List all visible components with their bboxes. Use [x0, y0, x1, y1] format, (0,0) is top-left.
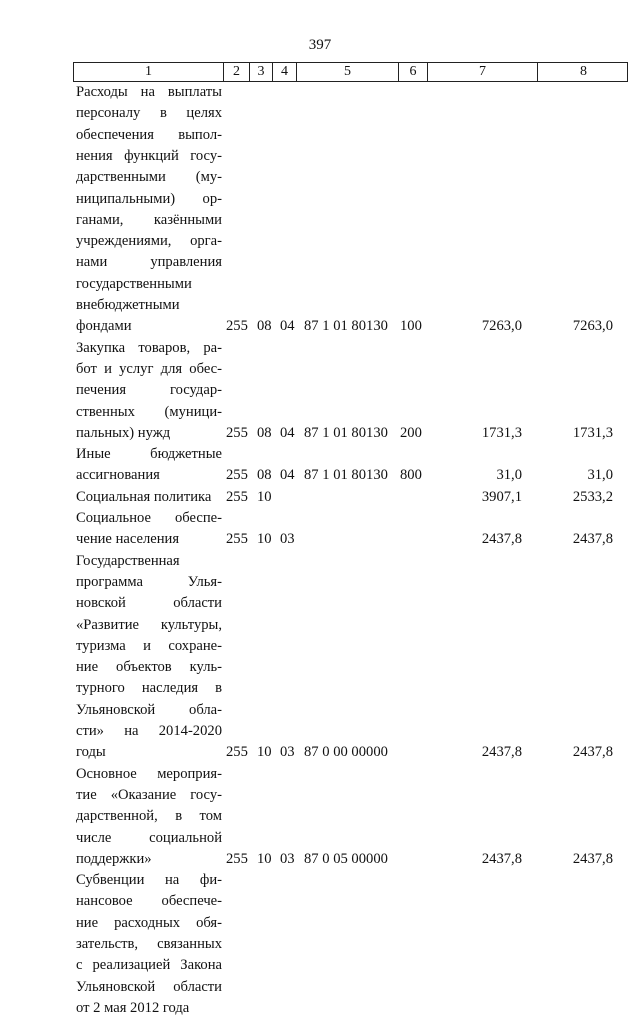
row-label-line: нами управления — [76, 254, 222, 271]
cell-c2: 255 — [226, 850, 248, 867]
cell-c5: 87 1 01 80130 — [304, 467, 388, 484]
cell-c4: 03 — [280, 850, 295, 867]
cell-c2: 255 — [226, 318, 248, 335]
cell-c4: 04 — [280, 424, 295, 441]
cell-c7: 7263,0 — [481, 318, 522, 335]
cell-c2: 255 — [226, 531, 248, 548]
row-label-line: ниципальными) ор- — [76, 190, 222, 207]
row-label-line: нения функций госу- — [76, 147, 222, 164]
header-col-3: 3 — [250, 63, 273, 81]
row-label-line: ние объектов куль- — [76, 659, 222, 676]
cell-c7: 1731,3 — [481, 424, 522, 441]
cell-c2: 255 — [226, 488, 248, 505]
cell-c6: 800 — [400, 467, 422, 484]
row-label-line: годы — [76, 744, 106, 761]
cell-c8: 2437,8 — [572, 744, 613, 761]
row-label-line: «Развитие культуры, — [76, 616, 222, 633]
cell-c3: 10 — [257, 531, 272, 548]
row-label-line: нансовое обеспече- — [76, 893, 222, 910]
row-label-line: новской области — [76, 595, 222, 612]
header-col-1: 1 — [74, 63, 224, 81]
row-label-line: туризма и сохране- — [76, 637, 222, 654]
row-label-line: учреждениями, орга- — [76, 233, 222, 250]
row-label-line: дарственными (му- — [76, 169, 222, 186]
header-col-2: 2 — [224, 63, 250, 81]
cell-c3: 08 — [257, 318, 272, 335]
cell-c6: 200 — [400, 424, 422, 441]
cell-c3: 08 — [257, 424, 272, 441]
row-label-line: Социальная политика — [76, 488, 212, 505]
row-label-line: внебюджетными — [76, 297, 180, 313]
row-label-line: дарственной, в том — [76, 808, 222, 825]
cell-c3: 10 — [257, 744, 272, 761]
cell-c8: 2437,8 — [572, 531, 613, 548]
row-label-line: зательств, связанных — [76, 936, 222, 952]
row-label-line: программа Улья- — [76, 573, 222, 590]
cell-c8: 2437,8 — [572, 850, 613, 867]
row-label-line: ганами, казёнными — [76, 211, 222, 228]
cell-c2: 255 — [226, 467, 248, 484]
header-col-8: 8 — [580, 64, 587, 79]
cell-c7: 3907,1 — [481, 488, 522, 505]
row-label-line: Расходы на выплаты — [76, 84, 222, 100]
row-label-line: фондами — [76, 318, 132, 335]
row-label-line: Государственная — [76, 552, 180, 569]
row-label-line: бот и услуг для обес- — [76, 360, 222, 377]
row-label-line: чение населения — [76, 531, 180, 548]
row-label-line: Закупка товаров, ра- — [76, 339, 222, 356]
cell-c8: 1731,3 — [572, 424, 613, 441]
row-label-line: числе социальной — [76, 829, 222, 846]
cell-c4: 03 — [280, 531, 295, 548]
cell-c8: 2533,2 — [572, 488, 613, 505]
cell-c7: 2437,8 — [481, 531, 522, 548]
cell-c3: 10 — [257, 850, 272, 867]
cell-c5: 87 1 01 80130 — [304, 424, 388, 441]
table-header — [73, 62, 628, 82]
header-col-4: 4 — [273, 63, 297, 81]
row-label-line: ственных (муници- — [76, 403, 222, 420]
cell-c5: 87 1 01 80130 — [304, 318, 388, 335]
cell-c4: 03 — [280, 744, 295, 761]
header-col-6: 6 — [399, 63, 428, 81]
cell-c4: 04 — [280, 318, 295, 335]
row-label-line: ние расходных обя- — [76, 914, 222, 931]
cell-c3: 08 — [257, 467, 272, 484]
row-label-line: поддержки» — [76, 850, 152, 867]
cell-c8: 7263,0 — [572, 318, 613, 335]
cell-c7: 2437,8 — [481, 850, 522, 867]
cell-c5: 87 0 05 00000 — [304, 850, 388, 867]
cell-c2: 255 — [226, 744, 248, 761]
row-label-line: с реализацией Закона — [76, 957, 222, 974]
row-label-line: пальных) нужд — [76, 424, 171, 441]
row-label-line: персоналу в целях — [76, 105, 222, 122]
header-col-5: 5 — [297, 63, 399, 81]
cell-c3: 10 — [257, 488, 272, 505]
row-label-line: Иные бюджетные — [76, 446, 222, 463]
row-label-line: сти» на 2014-2020 — [76, 723, 222, 739]
cell-c6: 100 — [400, 318, 422, 335]
row-label-line: Ульяновской обла- — [76, 701, 222, 718]
cell-c5: 87 0 00 00000 — [304, 744, 388, 761]
row-label-line: ассигнования — [76, 467, 160, 484]
row-label-line: обеспечения выпол- — [76, 126, 222, 143]
row-label-line: Ульяновской области — [76, 978, 222, 995]
row-label-line: печения государ- — [76, 382, 222, 399]
row-label-line: от 2 мая 2012 года — [76, 999, 190, 1016]
cell-c8: 31,0 — [587, 467, 613, 484]
row-label-line: Социальное обеспе- — [76, 510, 222, 526]
header-col-7: 7 — [428, 63, 538, 81]
row-label-line: турного наследия в — [76, 680, 222, 697]
cell-c4: 04 — [280, 467, 295, 484]
cell-c7: 2437,8 — [481, 744, 522, 761]
cell-c7: 31,0 — [496, 467, 522, 484]
page-number: 397 — [308, 37, 332, 53]
row-label-line: Субвенции на фи- — [76, 872, 222, 889]
cell-c2: 255 — [226, 424, 248, 441]
row-label-line: Основное мероприя- — [76, 765, 222, 782]
row-label-line: государственными — [76, 275, 192, 292]
row-label-line: тие «Оказание госу- — [76, 786, 222, 803]
